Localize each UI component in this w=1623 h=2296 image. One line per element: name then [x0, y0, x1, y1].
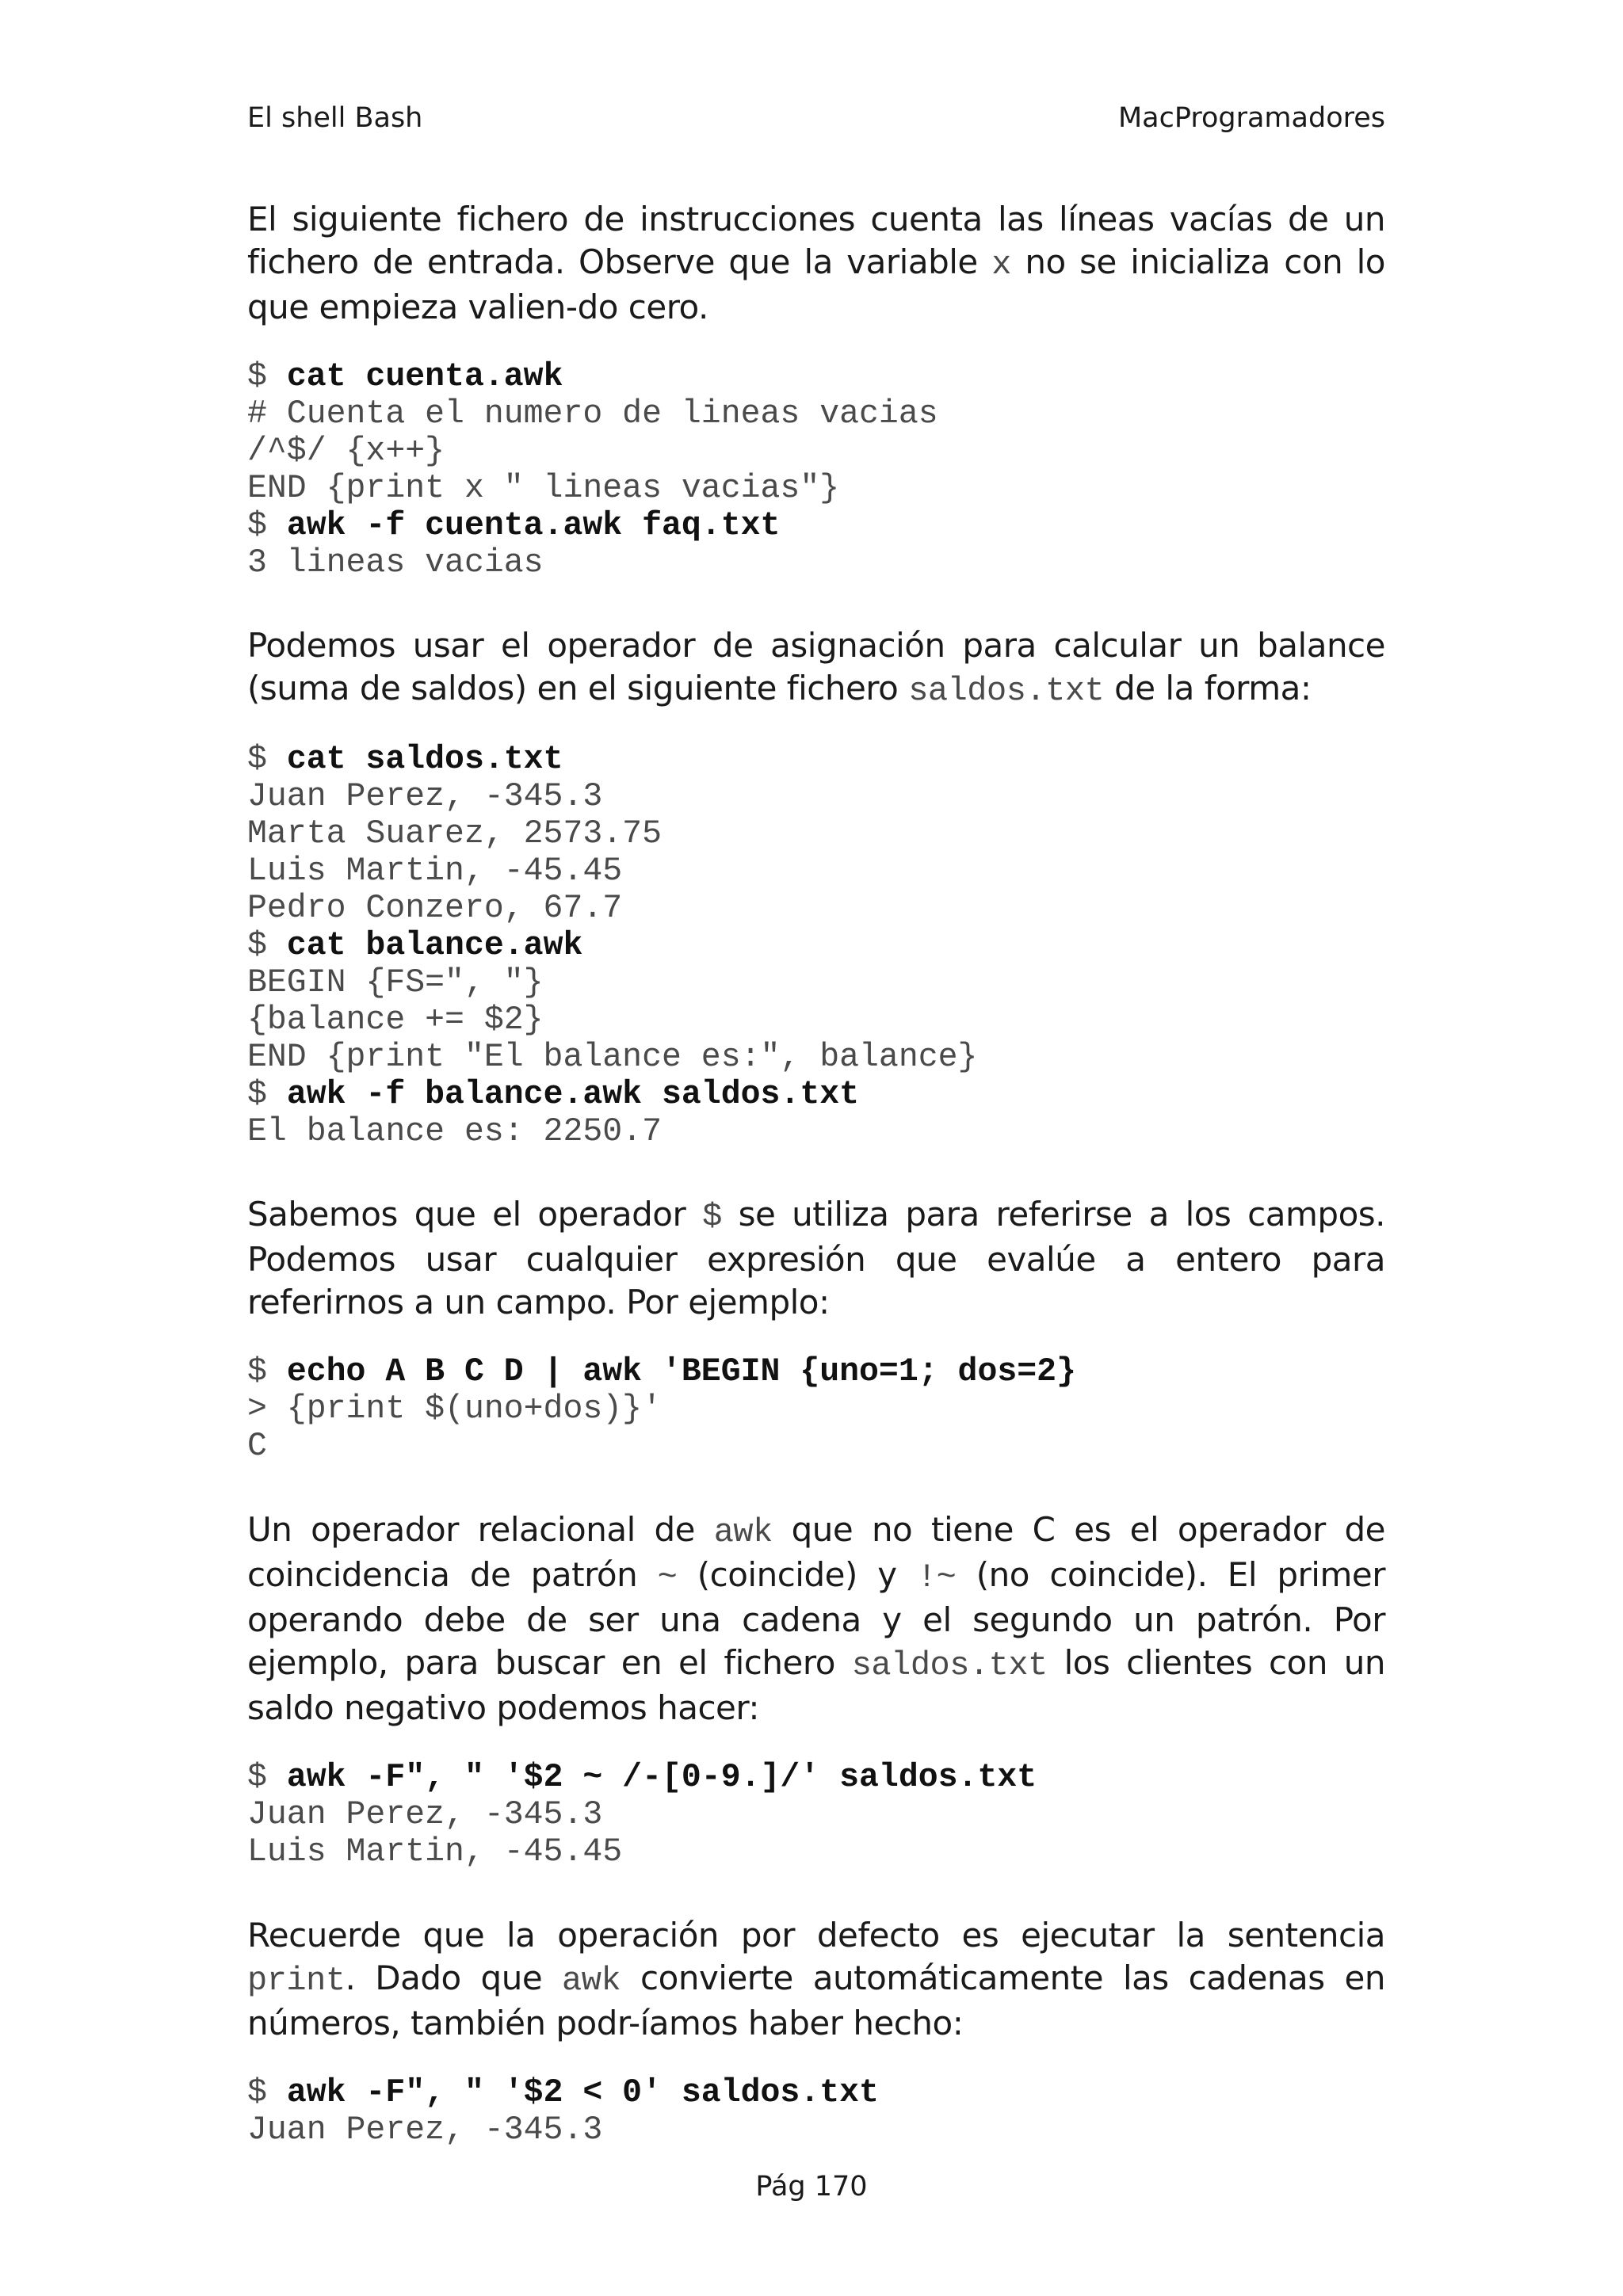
output-text: Juan Perez, -345.3: [247, 1796, 603, 1833]
paragraph-field-operator: [247, 1193, 1385, 1324]
text-run: los clientes con un saldo negativo podemos hacer:: [247, 1643, 1386, 1727]
text-run: convierte automáticamente las cadenas en números, también podr-íamos haber hecho:: [247, 1958, 1385, 2042]
text-run: El siguiente fichero de instrucciones cuenta las líneas vacías de un fichero de entrada. Observe que la variable: [247, 200, 1385, 281]
text-run: se utiliza para referirse a los campos. Podemos usar cualquier expresión que evalúe a entero para referirnos a un campo. Por ejemplo:: [247, 1195, 1385, 1322]
output-text: Juan Perez, -345.3: [247, 2111, 603, 2149]
output-text: Luis Martin, -45.45: [247, 852, 623, 890]
code-block-echo: [247, 1353, 1385, 1465]
text-run: que no tiene C es el operador de coincidencia de patrón: [247, 1510, 1385, 1594]
code-line: [247, 741, 563, 778]
code-line: [247, 778, 602, 815]
output-text: BEGIN {FS=", "}: [247, 964, 544, 1001]
command: awk -f balance.awk saldos.txt: [286, 1076, 860, 1113]
header-title: El shell Bash: [247, 102, 423, 134]
prompt: $: [247, 741, 287, 778]
prompt: $: [247, 1076, 287, 1113]
text-run: Recuerde que la operación por defecto es ejecutar la sentencia: [247, 1916, 1385, 1955]
code-line: [247, 1428, 267, 1465]
text-run: . Dado que: [345, 1958, 563, 1997]
code-block-cuenta: [247, 358, 1385, 582]
text-run: Un operador relacional de: [247, 1510, 714, 1549]
inline-code: $: [702, 1198, 722, 1236]
paragraph-balance: [247, 624, 1385, 712]
code-line: [247, 852, 622, 890]
output-text: Juan Perez, -345.3: [247, 778, 603, 815]
prompt: $: [247, 2074, 287, 2111]
prompt: $: [247, 927, 287, 964]
code-line: [247, 964, 544, 1001]
code-line: [247, 2111, 602, 2149]
output-text: END {print x " lineas vacias"}: [247, 470, 840, 507]
command: awk -F", " '$2 < 0' saldos.txt: [286, 2074, 879, 2111]
inline-code: awk: [562, 1962, 621, 2000]
header-site: MacProgramadores: [1117, 102, 1385, 134]
page-header: [247, 98, 1385, 138]
output-text: Pedro Conzero, 67.7: [247, 890, 623, 927]
inline-code: saldos.txt: [908, 672, 1105, 710]
output-text: {balance += $2}: [247, 1001, 544, 1039]
inline-code: awk: [713, 1513, 773, 1551]
code-line: [247, 507, 780, 544]
inline-code: x: [991, 246, 1011, 284]
command: cat balance.awk: [286, 927, 583, 964]
code-line: [247, 1353, 1076, 1390]
code-line: [247, 544, 544, 582]
command: cat saldos.txt: [286, 741, 563, 778]
inline-code: saldos.txt: [851, 1646, 1048, 1684]
inline-code: print: [247, 1962, 346, 2000]
prompt: $: [247, 358, 287, 395]
text-run: Podemos usar el operador de asignación para calcular un balance (suma de saldos) en el siguiente fichero: [247, 626, 1385, 707]
code-line: [247, 2074, 879, 2111]
code-line: [247, 433, 445, 470]
code-line: [247, 1076, 859, 1113]
code-line: [247, 1113, 662, 1150]
text-run: de la forma:: [1104, 669, 1312, 707]
output-text: 3 lineas vacias: [247, 544, 544, 582]
output-text: C: [247, 1428, 267, 1465]
code-block-match: [247, 1759, 1385, 1871]
output-text: END {print "El balance es:", balance}: [247, 1039, 978, 1076]
code-line: [247, 1796, 602, 1833]
command: echo A B C D | awk 'BEGIN {uno=1; dos=2}: [286, 1353, 1076, 1390]
code-line: [247, 927, 582, 964]
code-line: [247, 470, 839, 507]
output-text: /^$/ {x++}: [247, 433, 445, 470]
output-text: > {print $(uno+dos)}': [247, 1390, 662, 1428]
code-line: [247, 358, 563, 395]
output-text: El balance es: 2250.7: [247, 1113, 662, 1150]
paragraph-match-operator: [247, 1508, 1385, 1730]
code-line: [247, 1833, 622, 1871]
code-line: [247, 1039, 977, 1076]
prompt: $: [247, 1759, 287, 1796]
output-text: Marta Suarez, 2573.75: [247, 815, 662, 852]
output-text: # Cuenta el numero de lineas vacias: [247, 395, 938, 433]
page-number: Pág 170: [755, 2171, 868, 2203]
inline-code: !~: [916, 1558, 957, 1596]
code-line: [247, 1759, 1037, 1796]
code-line: [247, 1390, 662, 1428]
command: cat cuenta.awk: [286, 358, 563, 395]
code-line: [247, 815, 662, 852]
code-block-compare: [247, 2074, 1385, 2149]
text-run: no se inicializa con lo que empieza valien-do cero.: [247, 242, 1386, 326]
paragraph-empty-lines: [247, 198, 1385, 329]
code-line: [247, 395, 938, 433]
page-content: [247, 198, 1385, 2149]
code-block-balance: [247, 741, 1385, 1150]
command: awk -f cuenta.awk faq.txt: [286, 507, 781, 544]
inline-code: ~: [657, 1558, 678, 1596]
text-run: (no coincide). El primer operando debe de ser una cadena y el segundo un patrón. Por ejemplo, para buscar en el fichero: [247, 1555, 1385, 1682]
command: awk -F", " '$2 ~ /-[0-9.]/' saldos.txt: [286, 1759, 1037, 1796]
code-line: [247, 890, 622, 927]
text-run: Sabemos que el operador: [247, 1195, 703, 1234]
text-run: (coincide) y: [677, 1555, 917, 1594]
prompt: $: [247, 1353, 287, 1390]
code-line: [247, 1001, 544, 1039]
prompt: $: [247, 507, 287, 544]
paragraph-default-action: [247, 1914, 1385, 2045]
output-text: Luis Martin, -45.45: [247, 1833, 623, 1871]
